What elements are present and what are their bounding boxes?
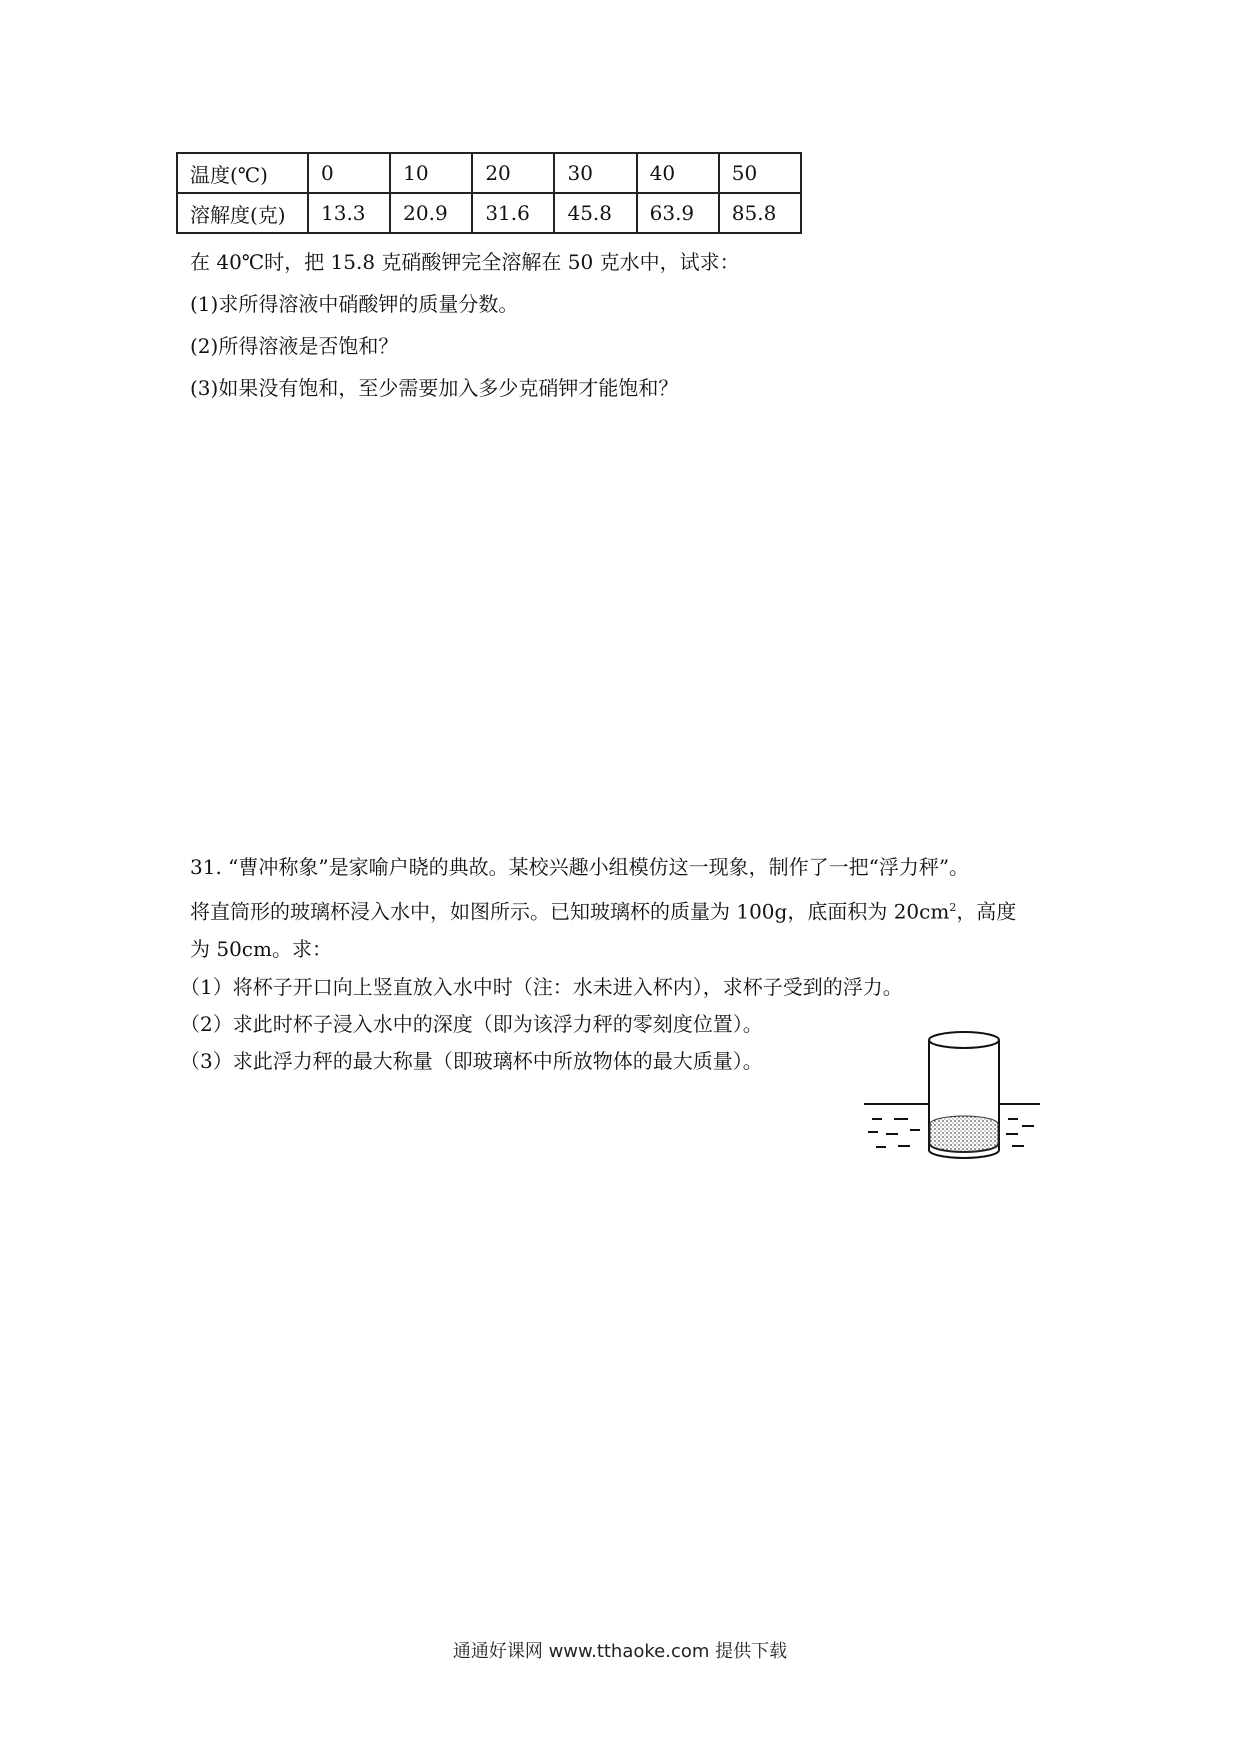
table-cell: 45.8	[554, 193, 636, 233]
question-31-line-1: 31. “曹冲称象”是家喻户晓的典故。某校兴趣小组模仿这一现象，制作了一把“浮力秤”。	[190, 855, 970, 879]
table-cell: 63.9	[637, 193, 719, 233]
question-30-part-1: (1)求所得溶液中硝酸钾的质量分数。	[190, 292, 519, 316]
table-cell: 85.8	[719, 193, 801, 233]
table-row	[177, 153, 801, 193]
question-30-part-2: (2)所得溶液是否饱和？	[190, 334, 399, 358]
table-row	[177, 193, 801, 233]
question-31-line-2-text: 将直筒形的玻璃杯浸入水中，如图所示。已知玻璃杯的质量为 100g，底面积为 20cm	[190, 899, 950, 924]
table-header-cell: 溶解度(克)	[177, 193, 308, 233]
solubility-table	[176, 152, 802, 234]
table-cell: 13.3	[308, 193, 390, 233]
floating-cup-figure	[862, 1024, 1042, 1176]
question-31-part-1: （1）将杯子开口向上竖直放入水中时（注：水未进入杯内），求杯子受到的浮力。	[180, 975, 903, 999]
question-31-line-2	[190, 894, 1016, 926]
table-cell: 50	[719, 153, 801, 193]
question-31-line-2-end: ，高度	[956, 899, 1017, 924]
table-header-cell: 温度(℃)	[177, 153, 308, 193]
table-cell: 31.6	[472, 193, 554, 233]
question-31-line-3: 为 50cm。求：	[190, 937, 332, 961]
question-31-part-3: （3）求此浮力秤的最大称量（即玻璃杯中所放物体的最大质量）。	[180, 1049, 763, 1073]
table-cell: 20	[472, 153, 554, 193]
question-30-part-3: (3)如果没有饱和，至少需要加入多少克硝钾才能饱和？	[190, 376, 679, 400]
page-footer: 通通好课网 www.tthaoke.com 提供下载	[452, 1641, 788, 1662]
table-cell: 20.9	[390, 193, 472, 233]
table-cell: 0	[308, 153, 390, 193]
question-30-intro: 在 40℃时，把 15.8 克硝酸钾完全溶解在 50 克水中，试求：	[190, 250, 740, 274]
superscript: 2	[949, 901, 957, 914]
cup-base	[930, 1116, 998, 1152]
question-31-part-2: （2）求此时杯子浸入水中的深度（即为该浮力秤的零刻度位置）。	[180, 1012, 763, 1036]
table-cell: 30	[554, 153, 636, 193]
table-cell: 40	[637, 153, 719, 193]
table-cell: 10	[390, 153, 472, 193]
